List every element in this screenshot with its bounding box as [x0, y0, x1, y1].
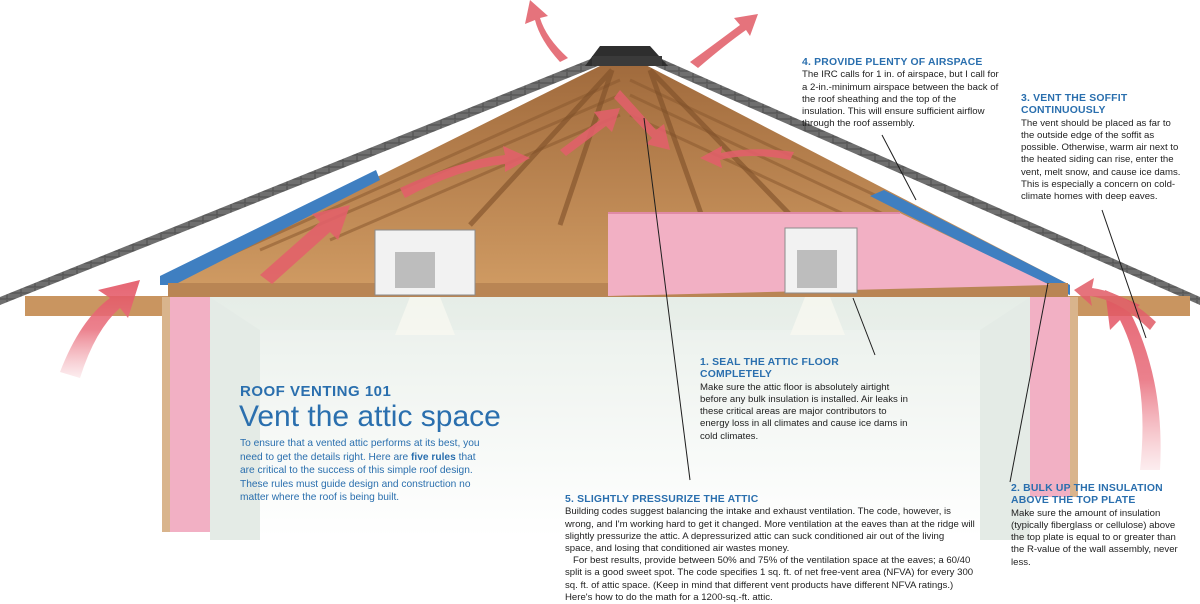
section-kicker: ROOF VENTING 101	[240, 383, 392, 400]
rule-seal-heading: 1. SEAL THE ATTIC FLOOR COMPLETELY	[700, 357, 839, 381]
rule-soffit-callout	[1021, 93, 1181, 203]
rule-soffit-body: The vent should be placed as far to the outside edge of the soffit as possible. Otherwise, warm air next to the heated siding can rise, enter the vent, melt snow, and cause ice dams. This is especially a concern on cold-climate homes with deep eaves.	[1021, 117, 1181, 203]
rule-soffit-heading: 3. VENT THE SOFFIT CONTINUOUSLY	[1021, 93, 1128, 117]
right-wall-insulation	[1030, 297, 1070, 497]
rule-insulation-body: Make sure the amount of insulation (typically fiberglass or cellulose) above the top plate is equal to or greater than the R-value of the wall assembly, never less.	[1011, 507, 1178, 568]
intro-paragraph	[240, 437, 492, 505]
ridge-vent-icon	[585, 46, 668, 66]
left-wall-studs	[162, 297, 170, 532]
rule-airspace-callout	[802, 57, 1002, 130]
rule-airspace-body: The IRC calls for 1 in. of airspace, but I call for a 2-in.-minimum airspace between the back of the roof sheathing and the top of the insulation. This will ensure sufficient airflow through the roof assembly.	[802, 69, 999, 130]
right-wall-studs	[1070, 297, 1078, 497]
rule-pressurize-heading: 5. SLIGHTLY PRESSURIZE THE ATTIC	[565, 494, 759, 505]
rule-pressurize-body-2: For best results, provide between 50% and 75% of the ventilation space at the eaves; a 60/40 split is a good sweet spot. The code specifies 1 sq. ft. of net free-vent area (NFVA) for every 300 sq. ft. of attic space. (Keep in mind that different vent products have different NFVA ratings.) Here's how to do the math for a 1200-sq.-ft. attic.	[565, 555, 974, 603]
intro-text-end: that are critical to the success of this simple roof design. These rules must guide design and construction no matter where the roof is being built.	[240, 451, 476, 504]
rule-seal-callout	[700, 357, 910, 443]
page-title: Vent the attic space	[239, 400, 501, 433]
rule-pressurize-callout	[565, 494, 975, 604]
intro-text-start: To ensure that a vented attic performs at its best, you need to get the details right. Here are	[240, 438, 480, 463]
rule-airspace-heading: 4. PROVIDE PLENTY OF AIRSPACE	[802, 57, 983, 68]
rule-insulation-heading: 2. BULK UP THE INSULATION ABOVE THE TOP PLATE	[1011, 483, 1163, 507]
left-wall-insulation	[170, 297, 210, 532]
intro-emphasis: five rules	[411, 451, 456, 463]
rule-pressurize-body-1: Building codes suggest balancing the intake and exhaust ventilation. The code, however, is wrong, and I'm working hard to get it changed. More ventilation at the eaves than at the ridge will slightly pressurize the attic. A depressurized attic can suck conditioned air out of the living space, and losing that conditioned air wastes money.	[565, 506, 975, 555]
rule-seal-body: Make sure the attic floor is absolutely airtight before any bulk insulation is installed. Air leaks in these critical areas are major contributors to energy loss in all climates and cause ice dams in cold climates.	[700, 381, 908, 442]
rule-insulation-callout	[1011, 483, 1191, 569]
